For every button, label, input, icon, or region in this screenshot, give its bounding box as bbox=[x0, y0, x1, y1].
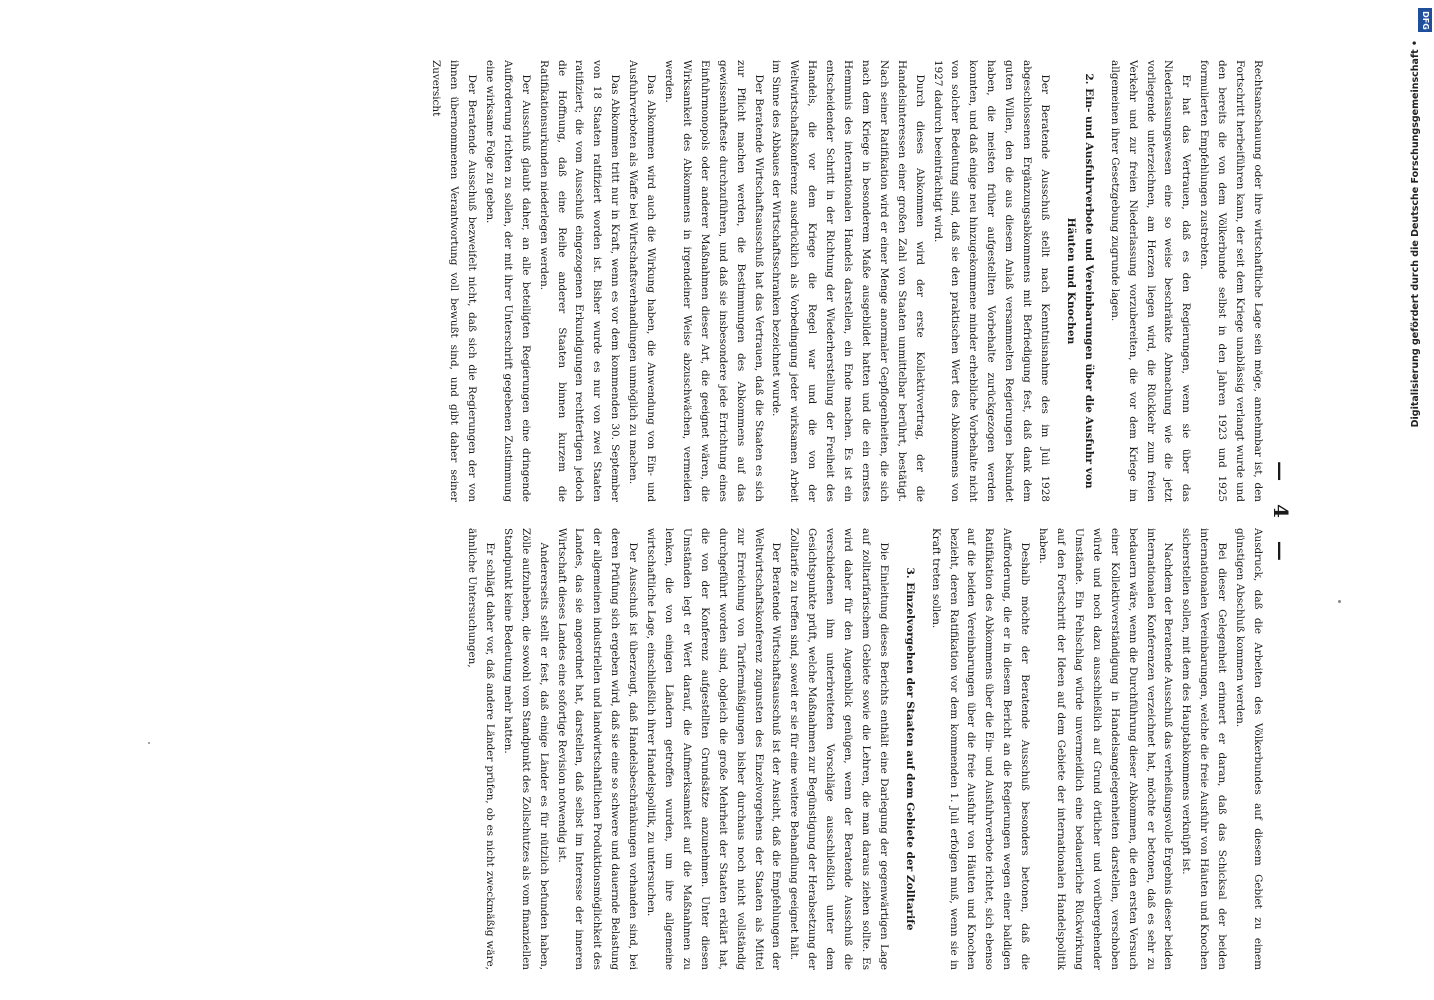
section-heading: 3. Einzelvorgehen der Staaten auf dem Gebiete der Zolltarife bbox=[903, 567, 916, 931]
paragraph: Nachdem der Beratende Ausschuß das verheißungsvolle Ergebnis dieser beiden internationalen Konferenzen verzeichnet hat, möchte er betonen, daß es sehr zu bedauern wäre, wenn die Durchführung dieser Abkommen, die den ersten Versuch einer Kollektivverständigung in Handelsangelegenheiten darstellen, verschoben würde und noch dazu ausschließlich auf Grund örtlicher und vorübergehender Umstände. Ein Fehlschlag würde unvermeidlich eine bedauerliche Rückwirkung auf den Fortschritt der Ideen auf dem Gebiete der internationalen Handelspolitik haben. bbox=[1037, 528, 1175, 970]
column-right bbox=[110, 528, 1266, 970]
paragraph: Der Ausschuß glaubt daher, an alle beteiligten Regierungen eine dringende Aufforderung richten zu sollen, der mit ihrer Unterschrift gegebenen Zustimmung eine wirksame Folge zu geben. bbox=[483, 60, 532, 502]
paragraph: Der Beratende Ausschuß stellt nach Kenntnisnahme des im Juli 1928 abgeschlossenen Ergänzungsabkommens mit Befriedigung fest, daß dank dem guten Willen, den die aus diesem Anlaß versammelten Regierungen bekundet haben, die meisten früher aufgestellten Vorbehalte zurückgezogen werden konnten, und daß einige neu hinzugekommene minder erhebliche Vorbehalte nicht von solcher Bedeutung sind, daß sie den praktischen Wert des Abkommens von 1927 dadurch beeinträchtigt wird. bbox=[931, 60, 1052, 502]
paragraph: Die Einleitung dieses Berichts enthält eine Darlegung der gegenwärtigen Lage auf zolltarifarischem Gebiete sowie die Lehren, die man daraus ziehen sollte. Es wird daher für den Augenblick genügen, wenn der Beratende Ausschuß die verschiedenen ihm unterbreiteten Vorschläge ausschließlich unter dem Gesichtspunkte prüft, welche Maßnahmen zur Begünstigung der Herabsetzung der Zolltarife zu treffen sind, soweit er sie für eine weitere Behandlung geeignet hält. bbox=[788, 528, 890, 970]
paragraph: Deshalb möchte der Beratende Ausschuß besonders betonen, daß die Aufforderung, die er in diesem Bericht an die Regierungen wegen einer baldigen Ratifikation des Abkommens über die Ein- und Ausfuhrverbote richtet, sich ebenso auf die beiden Vereinbarungen über die freie Ausfuhr von Häuten und Knochen bezieht, deren Ratifikation vor dem kommenden 1. Juli erfolgen muß, wenn sie in Kraft treten sollen. bbox=[929, 528, 1032, 970]
paragraph: Er schlägt daher vor, daß andere Länder prüfen, ob es nicht zweckmäßig wäre, ähnliche Untersuchungen, bbox=[466, 528, 496, 970]
paragraph: Durch dieses Abkommen wird der erste Kollektivvertrag, der die Handelsinteressen einer großen Zahl von Staaten unmittelbar berührt, bestätigt. Nach seiner Ratifikation wird er einer Menge anormaler Gepflogenheiten, die sich nach dem Kriege in besonderem Maße ausgebildet hatten und die ein ernstes Hemmnis des internationalen Handels darstellen, ein Ende machen. Es ist ein entscheidender Schritt in der Richtung der Wiederherstellung der Freiheit des Handels, die vor dem Kriege die Regel war und die von der Weltwirtschaftskonferenz ausdrücklich als Vorbedingung jeder wirksamen Arbeit im Sinne des Abbaues der Wirtschaftsschranken bezeichnet wurde. bbox=[770, 60, 926, 502]
dfg-logo-text: DFG bbox=[1420, 10, 1430, 30]
paragraph: Das Abkommen tritt nur in Kraft, wenn es vor dem kommenden 30. September von 18 Staaten ratifiziert worden ist. Bisher wurde es nur von zwei Staaten ratifiziert; die vom Ausschuß eingezogenen Erkundigungen rechtfertigen jedoch die Hoffnung, daß eine Reihe anderer Staaten binnen kurzem die Ratifikationsurkunden niederlegen werden. bbox=[537, 60, 622, 502]
document-page-rotated bbox=[100, 60, 1300, 970]
paragraph: Der Beratende Ausschuß bezweifelt nicht, daß sich die Regierungen der von ihnen übernommenen Verantwortung voll bewußt sind, und gibt daher seiner Zuversicht bbox=[430, 60, 479, 502]
digitization-credit-text: Digitalisierung gefördert durch die Deutsche Forschungsgemeinschaft • bbox=[1410, 40, 1421, 428]
text-columns bbox=[110, 60, 1266, 970]
paragraph: Ausdruck, daß die Arbeiten des Völkerbundes auf diesem Gebiet zu einem günstigen Abschluß kommen werden. bbox=[1234, 528, 1264, 970]
paragraph: Das Abkommen wird auch die Wirkung haben, die Anwendung von Ein- und Ausfuhrverboten als Waffe bei Wirtschaftsverhandlungen unmöglich zu machen. bbox=[627, 60, 658, 502]
page-number: — 4 — bbox=[1269, 461, 1293, 569]
paragraph: Er hat das Vertrauen, daß es den Regierungen, wenn sie über das Niederlassungswesen eine so weise beschränkte Abmachung wie die jetzt vorliegende unterzeichnen, am Herzen liegen wird, die Rückkehr zum freien Verkehr und zur freien Niederlassung vorzubereiten, die vor dem Kriege im allgemeinen ihrer Gesetzgebung zugrunde lagen. bbox=[1108, 60, 1193, 502]
dfg-logo bbox=[1418, 8, 1432, 32]
column-left bbox=[110, 60, 1266, 502]
digitization-credit bbox=[1405, 40, 1427, 1000]
section-heading: 2. Ein- und Ausfuhrverbote und Vereinbarungen über die Ausfuhr von Häuten und Knochen bbox=[1064, 73, 1095, 489]
paragraph: Rechtsanschauung oder ihre wirtschaftliche Lage sein möge, annehmbar ist, den Fortschritt herbeiführen kann, der seit dem Kriege unablässig verlangt wurde und den bereits die von dem Völkerbunde selbst in den Jahren 1923 und 1925 formulierten Empfehlungen zustrebten. bbox=[1198, 60, 1264, 502]
paragraph: Der Beratende Wirtschaftsausschuß ist der Ansicht, daß die Empfehlungen der Weltwirtschaftskonferenz zugunsten des Einzelvorgehens der Staaten als Mittel zur Erreichung von Tarifermäßigungen bisher durchaus noch nicht vollständig durchgeführt worden sind, obgleich die große Mehrheit der Staaten erklärt hat, die von der Konferenz aufgestellten Grundsätze anzunehmen. Unter diesen Umständen legt er Wert darauf, die Aufmerksamkeit auf die Maßnahmen zu lenken, die von einigen Ländern getroffen wurden, um ihre allgemeine wirtschaftliche Lage, einschließlich ihrer Handelspolitik, zu untersuchen. bbox=[645, 528, 783, 970]
paragraph: Andererseits stellt er fest, daß einige Länder es für nützlich befunden haben, Zölle aufzuheben, die sowohl vom Standpunkt des Zollschutzes als vom finanziellen Standpunkt keine Bedeutung mehr hatten. bbox=[501, 528, 550, 970]
paragraph: Der Beratende Wirtschaftsausschuß hat das Vertrauen, daß die Staaten es sich zur Pflicht machen werden, die Bestimmungen des Abkommens auf das gewissenhafteste durchzuführen, und daß sie insbesondere jede Errichtung eines Einfuhrmonopols oder anderer Maßnahmen dieser Art, die geeignet wären, die Wirksamkeit des Abkommens in irgendeiner Weise abzuschwächen, vermeiden werden. bbox=[663, 60, 765, 502]
scan-speck bbox=[1338, 600, 1341, 603]
paragraph: Bei dieser Gelegenheit erinnert er daran, daß das Schicksal der beiden internationalen Vereinbarungen, welche die freie Ausfuhr von Häuten und Knochen sicherstellen sollen, mit dem des Hauptabkommens verknüpft ist. bbox=[1180, 528, 1229, 970]
paragraph: Der Ausschuß ist überzeugt, daß Handelsbeschränkungen vorhanden sind, bei deren Prüfung sich ergeben wird, daß sie eine so schwere und dauernde Belastung der allgemeinen industriellen und landwirtschaftlichen Produktionsmöglichkeit des Landes, das sie angeordnet hat, darstellen, daß selbst im Interesse der inneren Wirtschaft dieses Landes eine sofortige Revision notwendig ist. bbox=[555, 528, 640, 970]
